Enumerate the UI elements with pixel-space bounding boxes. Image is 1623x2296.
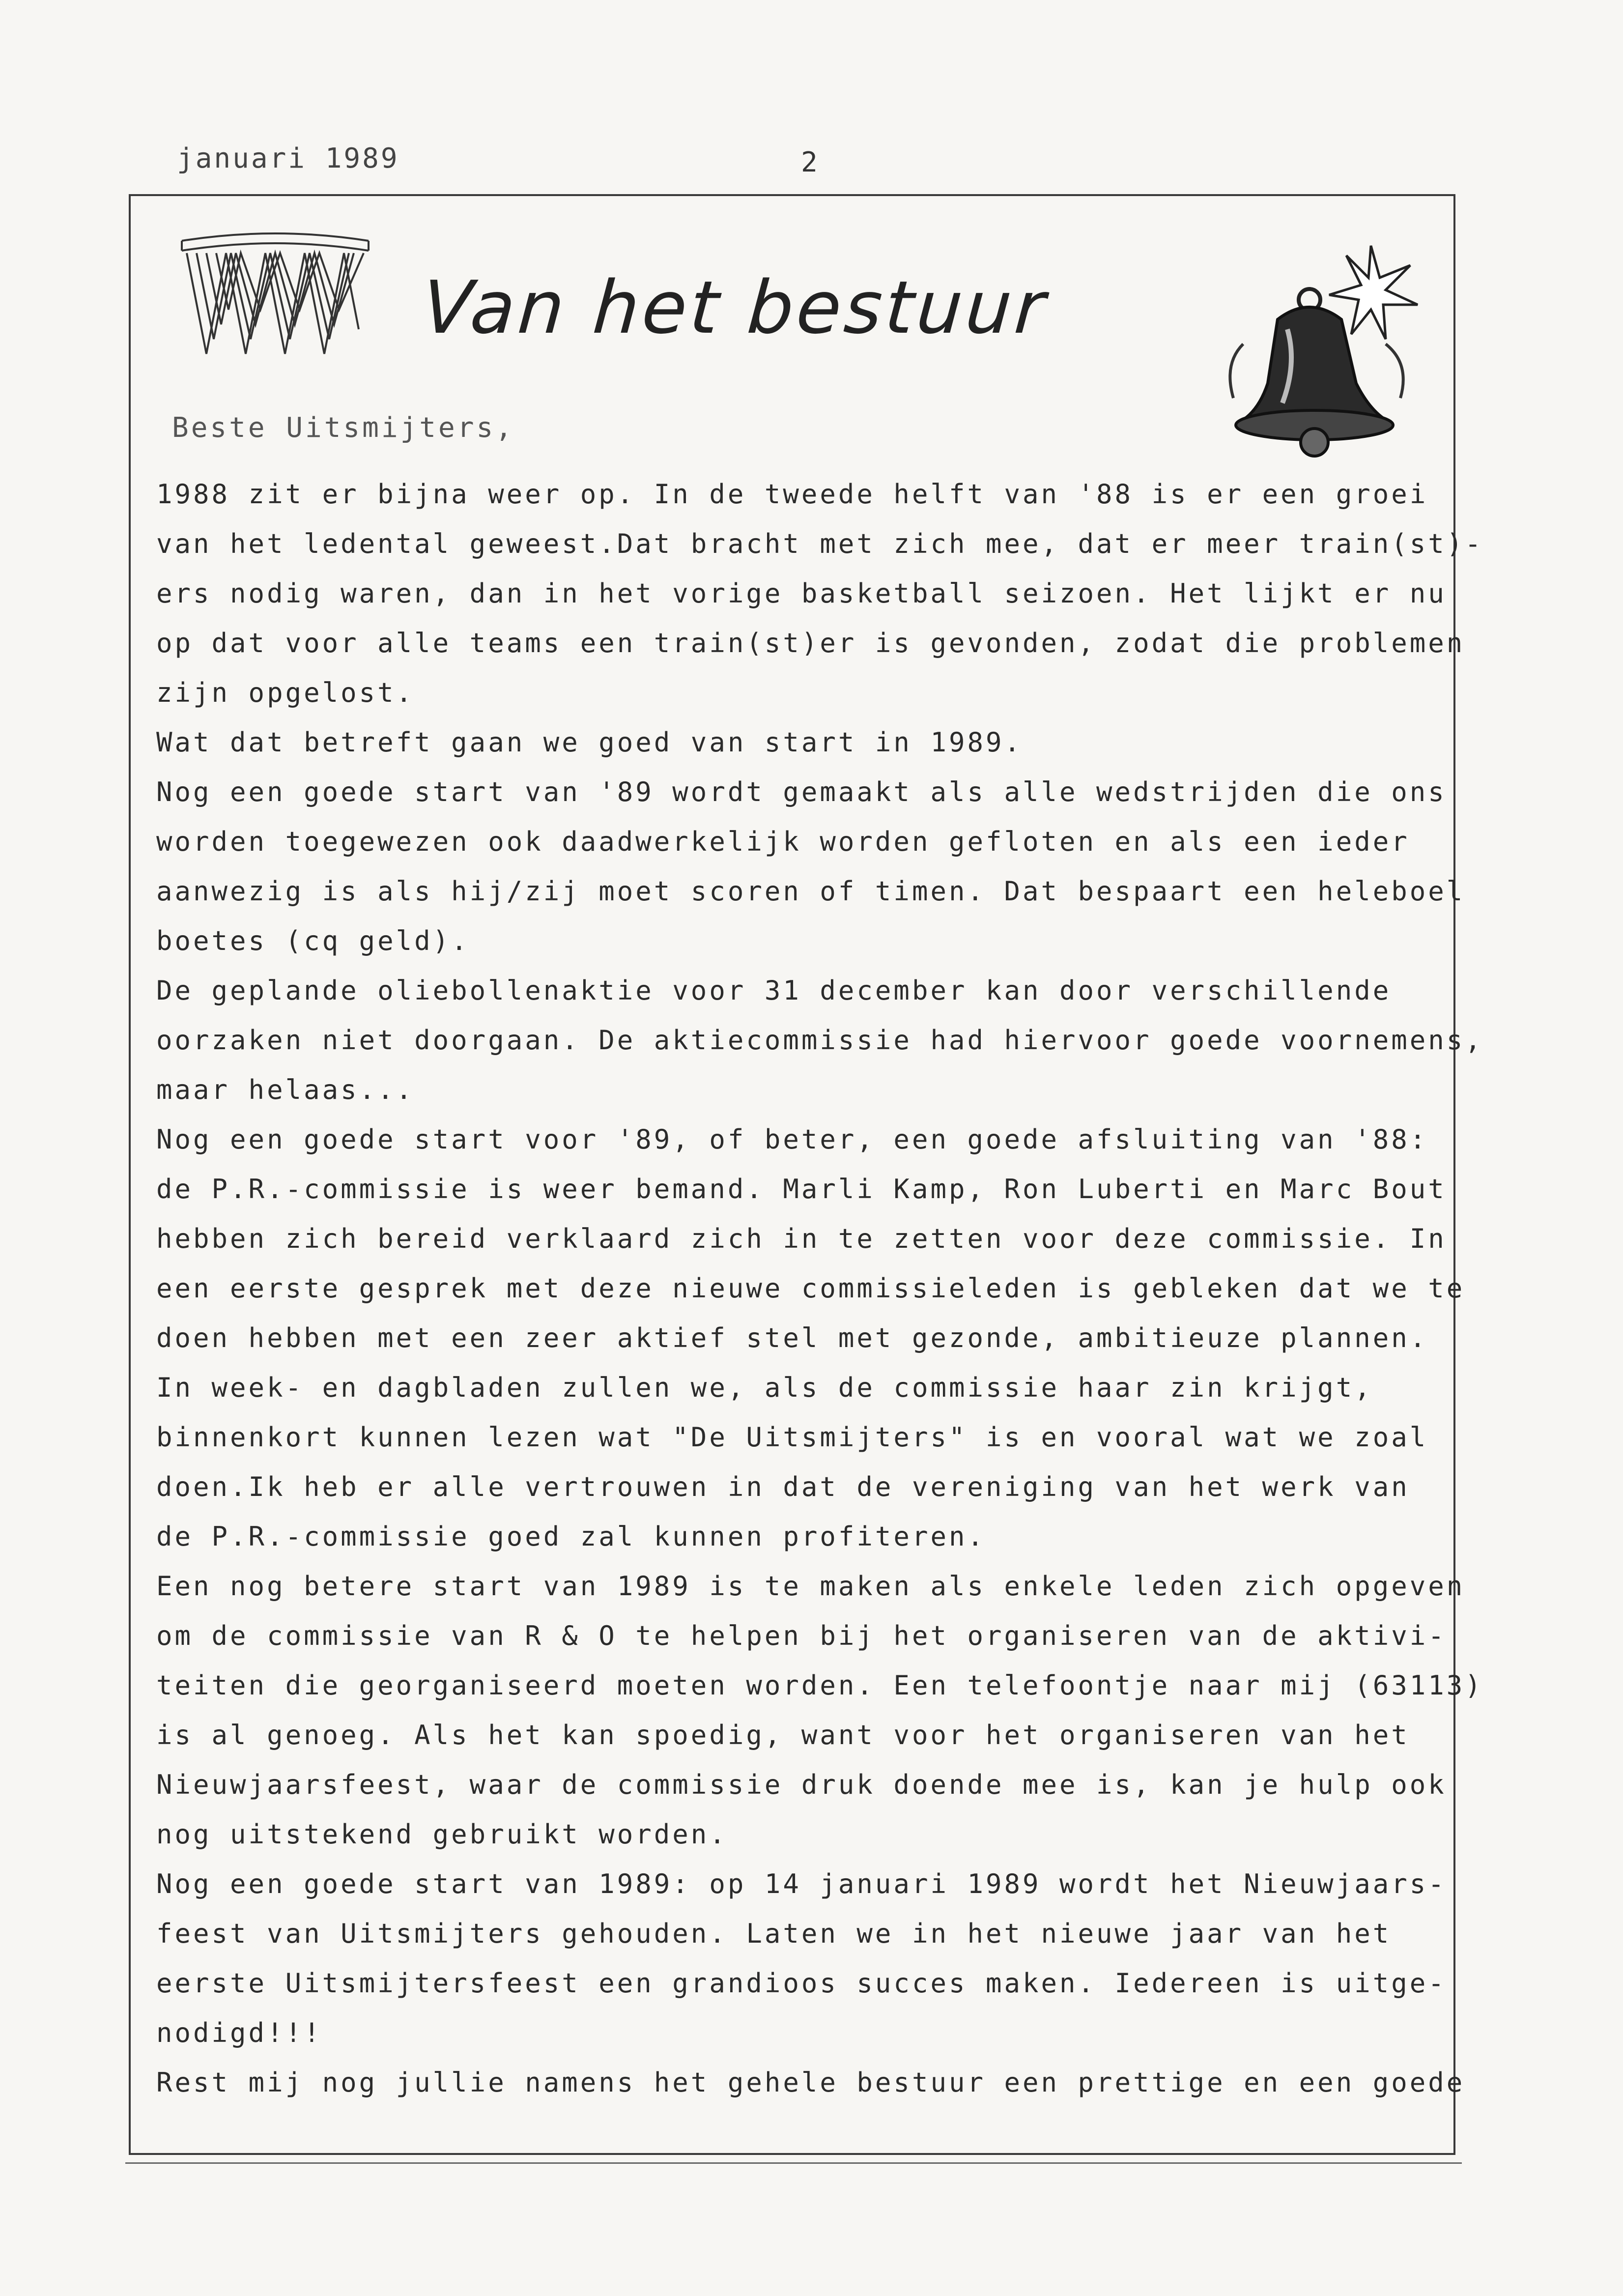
section-title: Van het bestuur bbox=[419, 265, 1051, 350]
letter-line: eerste Uitsmijtersfeest een grandioos succes maken. Iedereen is uitge- bbox=[156, 1968, 1447, 1999]
letter-line: de P.R.-commissie is weer bemand. Marli Kamp, Ron Luberti en Marc Bout bbox=[156, 1174, 1447, 1205]
letter-line: ers nodig waren, dan in het vorige basketball seizoen. Het lijkt er nu bbox=[156, 578, 1447, 609]
letter-line: de P.R.-commissie goed zal kunnen profiteren. bbox=[156, 1521, 986, 1552]
letter-line: oorzaken niet doorgaan. De aktiecommissie had hiervoor goede voornemens, bbox=[156, 1025, 1483, 1056]
letter-line: een eerste gesprek met deze nieuwe commissieleden is gebleken dat we te bbox=[156, 1273, 1465, 1304]
letter-line: Rest mij nog jullie namens het gehele bestuur een prettige en een goede bbox=[156, 2067, 1465, 2098]
letter-line: Een nog betere start van 1989 is te maken als enkele leden zich opgeven bbox=[156, 1571, 1465, 1602]
letter-line: van het ledental geweest.Dat bracht met zich mee, dat er meer train(st)- bbox=[156, 528, 1483, 559]
letter-line: Nog een goede start van '89 wordt gemaakt als alle wedstrijden die ons bbox=[156, 776, 1447, 807]
letter-line: aanwezig is als hij/zij moet scoren of timen. Dat bespaart een heleboel bbox=[156, 876, 1465, 907]
letter-line: doen hebben met een zeer aktief stel met gezonde, ambitieuze plannen. bbox=[156, 1322, 1428, 1353]
page-number: 2 bbox=[801, 146, 818, 178]
letter-line: In week- en dagbladen zullen we, als de commissie haar zin krijgt, bbox=[156, 1372, 1373, 1403]
letter-line: binnenkort kunnen lezen wat "De Uitsmijters" is en vooral wat we zoal bbox=[156, 1422, 1428, 1453]
letter-line: teiten die georganiseerd moeten worden. Een telefoontje naar mij (63113) bbox=[156, 1670, 1483, 1701]
letter-line: is al genoeg. Als het kan spoedig, want voor het organiseren van het bbox=[156, 1720, 1410, 1751]
letter-line: Nieuwjaarsfeest, waar de commissie druk doende mee is, kan je hulp ook bbox=[156, 1769, 1447, 1800]
letter-line: zijn opgelost. bbox=[156, 677, 415, 708]
letter-line: Wat dat betreft gaan we goed van start in 1989. bbox=[156, 727, 1023, 758]
letter-line: Nog een goede start van 1989: op 14 januari 1989 wordt het Nieuwjaars- bbox=[156, 1868, 1447, 1899]
letter-line: hebben zich bereid verklaard zich in te zetten voor deze commissie. In bbox=[156, 1223, 1447, 1254]
letter-line: 1988 zit er bijna weer op. In de tweede helft van '88 is er een groei bbox=[156, 479, 1428, 510]
letter-line: Nog een goede start voor '89, of beter, een goede afsluiting van '88: bbox=[156, 1124, 1428, 1155]
bell-with-star-icon bbox=[1224, 236, 1430, 462]
letter-body bbox=[156, 469, 1483, 2107]
letter-line: doen.Ik heb er alle vertrouwen in dat de vereniging van het werk van bbox=[156, 1471, 1410, 1502]
issue-date: januari 1989 bbox=[177, 143, 399, 174]
letter-line: feest van Uitsmijters gehouden. Laten we in het nieuwe jaar van het bbox=[156, 1918, 1392, 1949]
letter-salutation: Beste Uitsmijters, bbox=[172, 412, 514, 444]
letter-line: maar helaas... bbox=[156, 1074, 415, 1105]
letter-line: boetes (cq geld). bbox=[156, 925, 470, 956]
frame-shadow-divider bbox=[125, 2162, 1462, 2164]
letter-line: op dat voor alle teams een train(st)er is gevonden, zodat die problemen bbox=[156, 628, 1465, 659]
letter-line: worden toegewezen ook daadwerkelijk worden gefloten en als een ieder bbox=[156, 826, 1410, 857]
letter-line: om de commissie van R & O te helpen bij het organiseren van de aktivi- bbox=[156, 1620, 1447, 1651]
letter-line: De geplande oliebollenaktie voor 31 december kan door verschillende bbox=[156, 975, 1392, 1006]
letter-line: nodigd!!! bbox=[156, 2017, 322, 2048]
letter-line: nog uitstekend gebruikt worden. bbox=[156, 1819, 728, 1850]
basketball-net-logo bbox=[177, 231, 373, 373]
